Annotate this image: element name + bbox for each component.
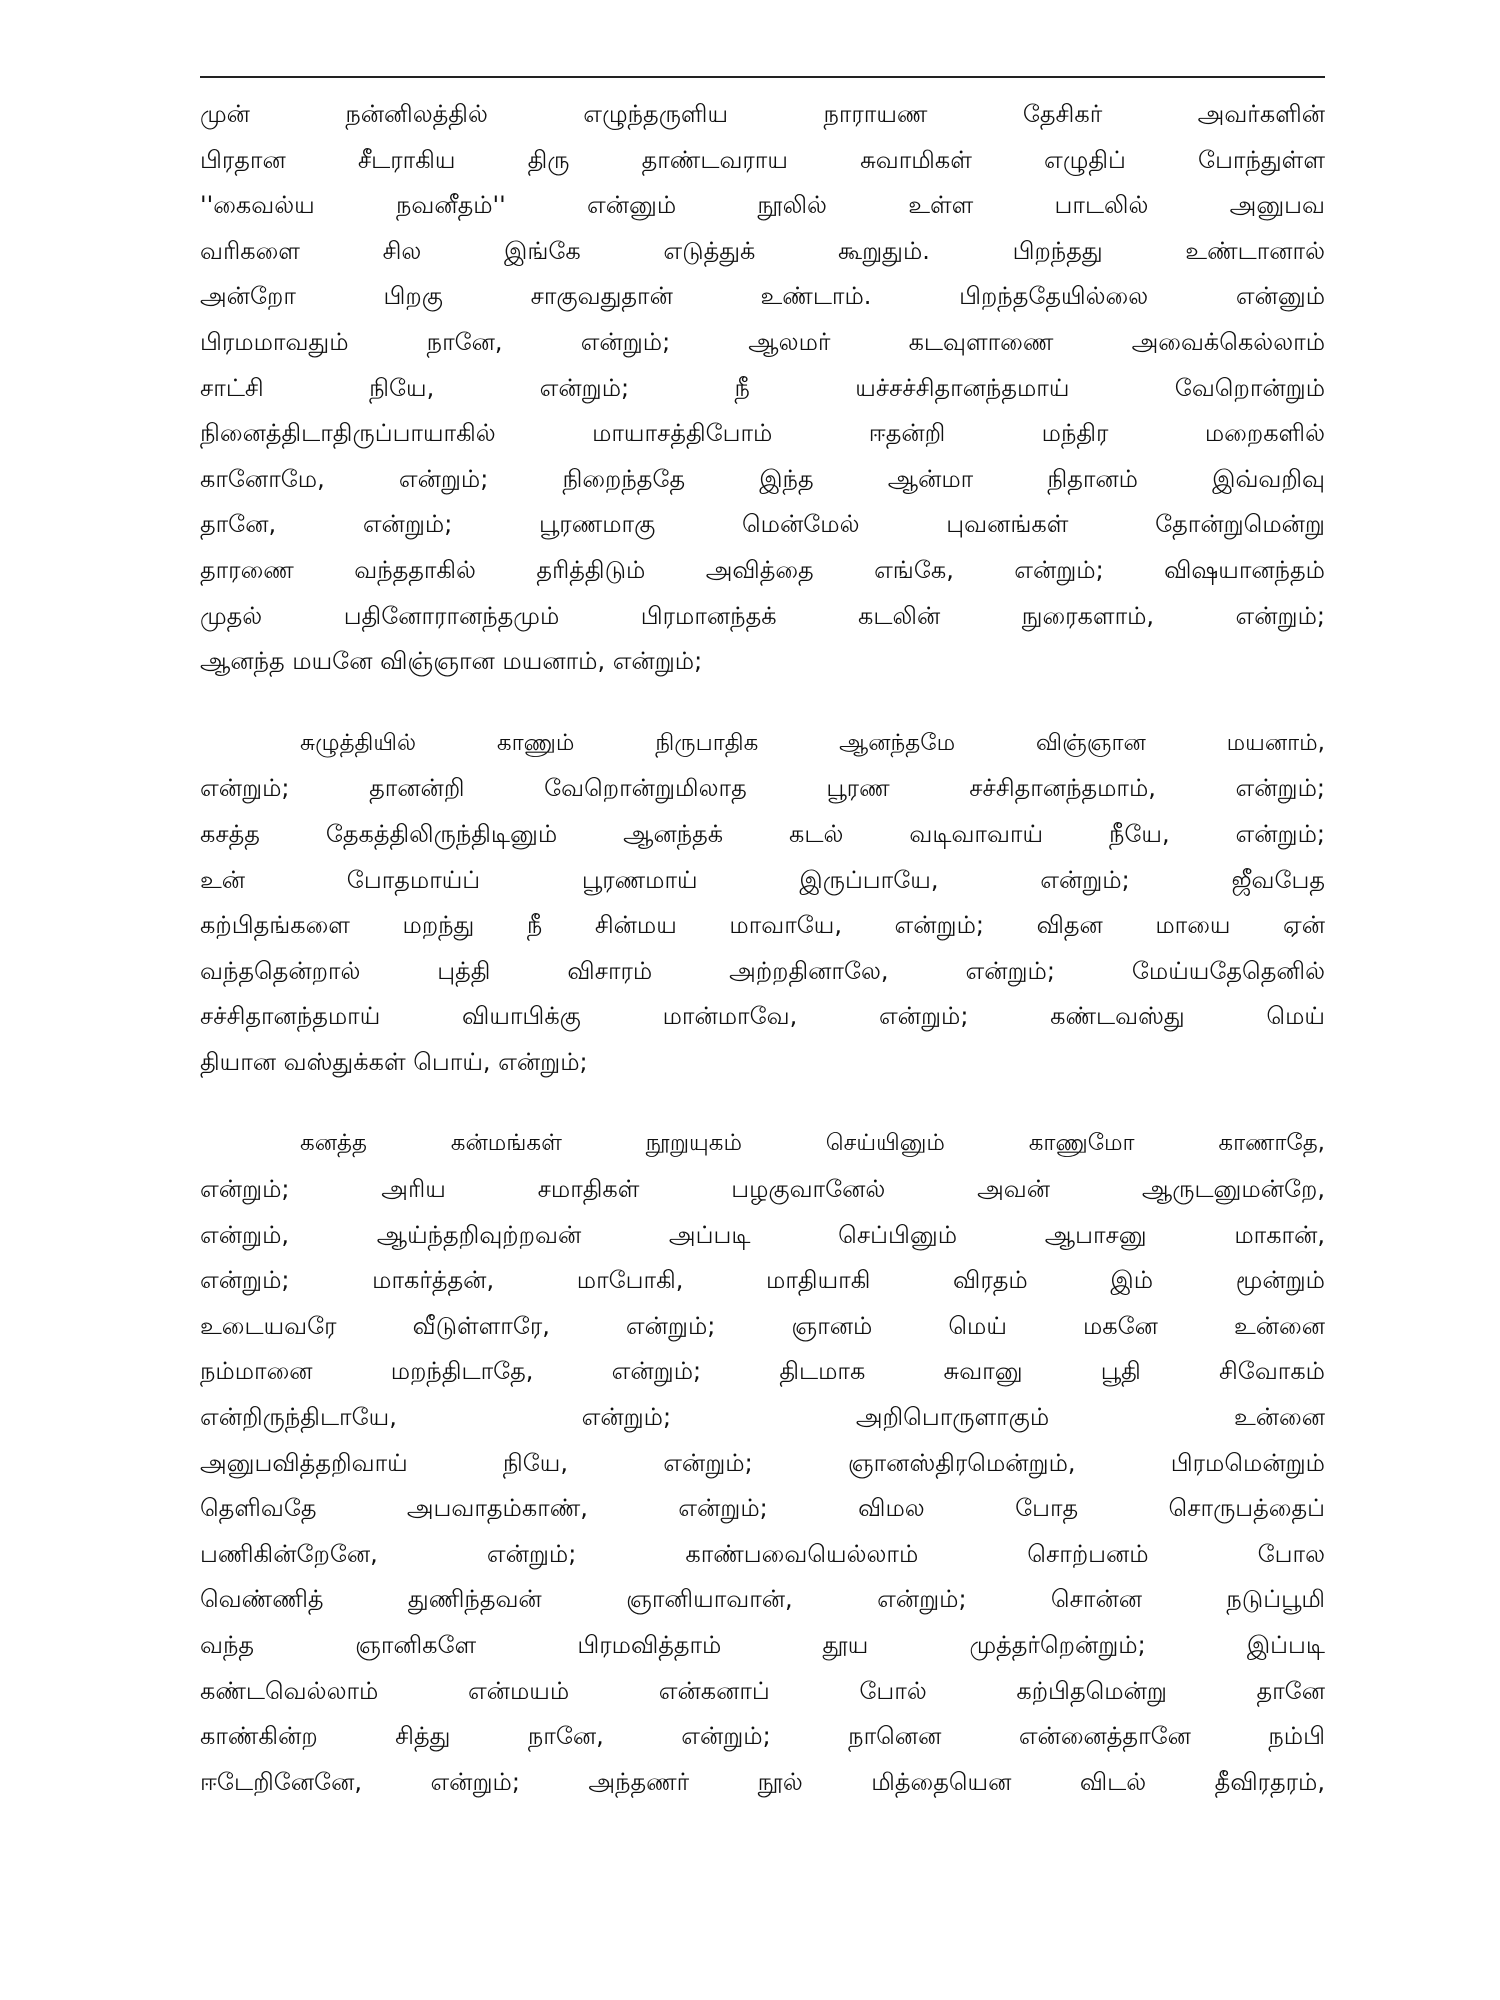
text-line: சச்சிதானந்தமாய் வியாபிக்கு மான்மாவே, என்றும்; கண்டவஸ்து மெய் [200,1002,1325,1031]
text-line: தியான வஸ்துக்கள் பொய், என்றும்; [200,1047,588,1076]
text-line: ஆனந்த மயனே விஞ்ஞான மயனாம், என்றும்; [200,647,703,676]
text-line: காண்கின்ற சித்து நானே, என்றும்; நானென என்னைத்தானே நம்பி [200,1722,1325,1751]
text-line: கற்பிதங்களை மறந்து நீ சின்மய மாவாயே, என்றும்; விதன மாயை ஏன் [200,911,1325,940]
text-line: அன்றோ பிறகு சாகுவதுதான் உண்டாம். பிறந்ததேயில்லை என்னும் [200,282,1325,311]
text-line: வெண்ணித் துணிந்தவன் ஞானியாவான், என்றும்; சொன்ன நடுப்பூமி [200,1585,1325,1614]
text-line: தானே, என்றும்; பூரணமாகு மென்மேல் புவனங்கள் தோன்றுமென்று [200,510,1325,539]
text-line: கசத்த தேகத்திலிருந்திடினும் ஆனந்தக் கடல் வடிவாவாய் நீயே, என்றும்; [200,819,1325,848]
text-line: ஈடேறினேனே, என்றும்; அந்தணர் நூல் மித்தையென விடல் தீவிரதரம், [200,1767,1325,1796]
text-line: முன் நன்னிலத்தில் எழுந்தருளிய நாராயண தேசிகர் அவர்களின் [200,100,1325,128]
text-line: உடையவரே வீடுள்ளாரே, என்றும்; ஞானம் மெய் மகனே உன்னை [200,1311,1325,1340]
text-line: நம்மானை மறந்திடாதே, என்றும்; திடமாக சுவானு பூதி சிவோகம் [200,1357,1325,1386]
text-line: முதல் பதினோரானந்தமும் பிரமானந்தக் கடலின் நுரைகளாம், என்றும்; [200,601,1325,630]
text-line: பணிகின்றேனே, என்றும்; காண்பவையெல்லாம் சொற்பனம் போல [200,1539,1325,1568]
text-line: என்றும்; மாகர்த்தன், மாபோகி, மாதியாகி விரதம் இம் மூன்றும் [200,1266,1325,1295]
text-line: தாரணை வந்ததாகில் தரித்திடும் அவித்தை எங்கே, என்றும்; விஷயானந்தம் [200,555,1325,584]
text-line: பிரதான சீடராகிய திரு தாண்டவராய சுவாமிகள் எழுதிப் போந்துள்ள [200,145,1325,174]
paragraph-3 [200,1121,1325,1805]
text-line: என்றும்; அரிய சமாதிகள் பழகுவானேல் அவன் ஆருடனுமன்றே, [200,1175,1325,1204]
text-line: கனத்த கன்மங்கள் நூறுயுகம் செய்யினும் காணுமோ காணாதே, [300,1130,1325,1157]
text-line: சாட்சி நியே, என்றும்; நீ யச்சச்சிதானந்தமாய் வேறொன்றும் [200,373,1325,402]
text-line: தெளிவதே அபவாதம்காண், என்றும்; விமல போத சொருபத்தைப் [200,1494,1325,1523]
body-text [200,92,1325,1805]
header-rule [200,76,1325,78]
text-line: நினைத்திடாதிருப்பாயாகில் மாயாசத்திபோம் ஈதன்றி மந்திர மறைகளில் [200,419,1325,448]
text-line: கானோமே, என்றும்; நிறைந்ததே இந்த ஆன்மா நிதானம் இவ்வறிவு [200,464,1325,493]
text-line: என்றும்; தானன்றி வேறொன்றுமிலாத பூரண சச்சிதானந்தமாம், என்றும்; [200,774,1325,803]
text-line: வந்த ஞானிகளே பிரமவித்தாம் தூய முத்தர்றென்றும்; இப்படி [200,1631,1325,1659]
text-line: பிரமமாவதும் நானே, என்றும்; ஆலமர் கடவுளாணை அவைக்கெல்லாம் [200,327,1325,356]
text-line: வந்ததென்றால் புத்தி விசாரம் அற்றதினாலே, என்றும்; மேய்யதேதெனில் [200,956,1325,985]
text-line: உன் போதமாய்ப் பூரணமாய் இருப்பாயே, என்றும்; ஜீவபேத [200,865,1325,894]
paragraph-2 [200,721,1325,1086]
text-line: என்றும், ஆய்ந்தறிவுற்றவன் அப்படி செப்பினும் ஆபாசனு மாகான், [200,1220,1325,1249]
text-line: கண்டவெல்லாம் என்மயம் என்கனாப் போல் கற்பிதமென்று தானே [200,1676,1325,1705]
text-line: சுழுத்தியில் காணும் நிருபாதிக ஆனந்தமே விஞ்ஞான மயனாம், [300,729,1325,756]
text-line: என்றிருந்திடாயே, என்றும்; அறிபொருளாகும் உன்னை [200,1403,1325,1432]
text-line: அனுபவித்தறிவாய் நியே, என்றும்; ஞானஸ்திரமென்றும், பிரமமென்றும் [200,1448,1325,1477]
text-line: வரிகளை சில இங்கே எடுத்துக் கூறுதும். பிறந்தது உண்டானால் [200,236,1325,265]
paragraph-1 [200,92,1325,685]
text-line: ''கைவல்ய நவனீதம்'' என்னும் நூலில் உள்ள பாடலில் அனுபவ [200,191,1325,220]
